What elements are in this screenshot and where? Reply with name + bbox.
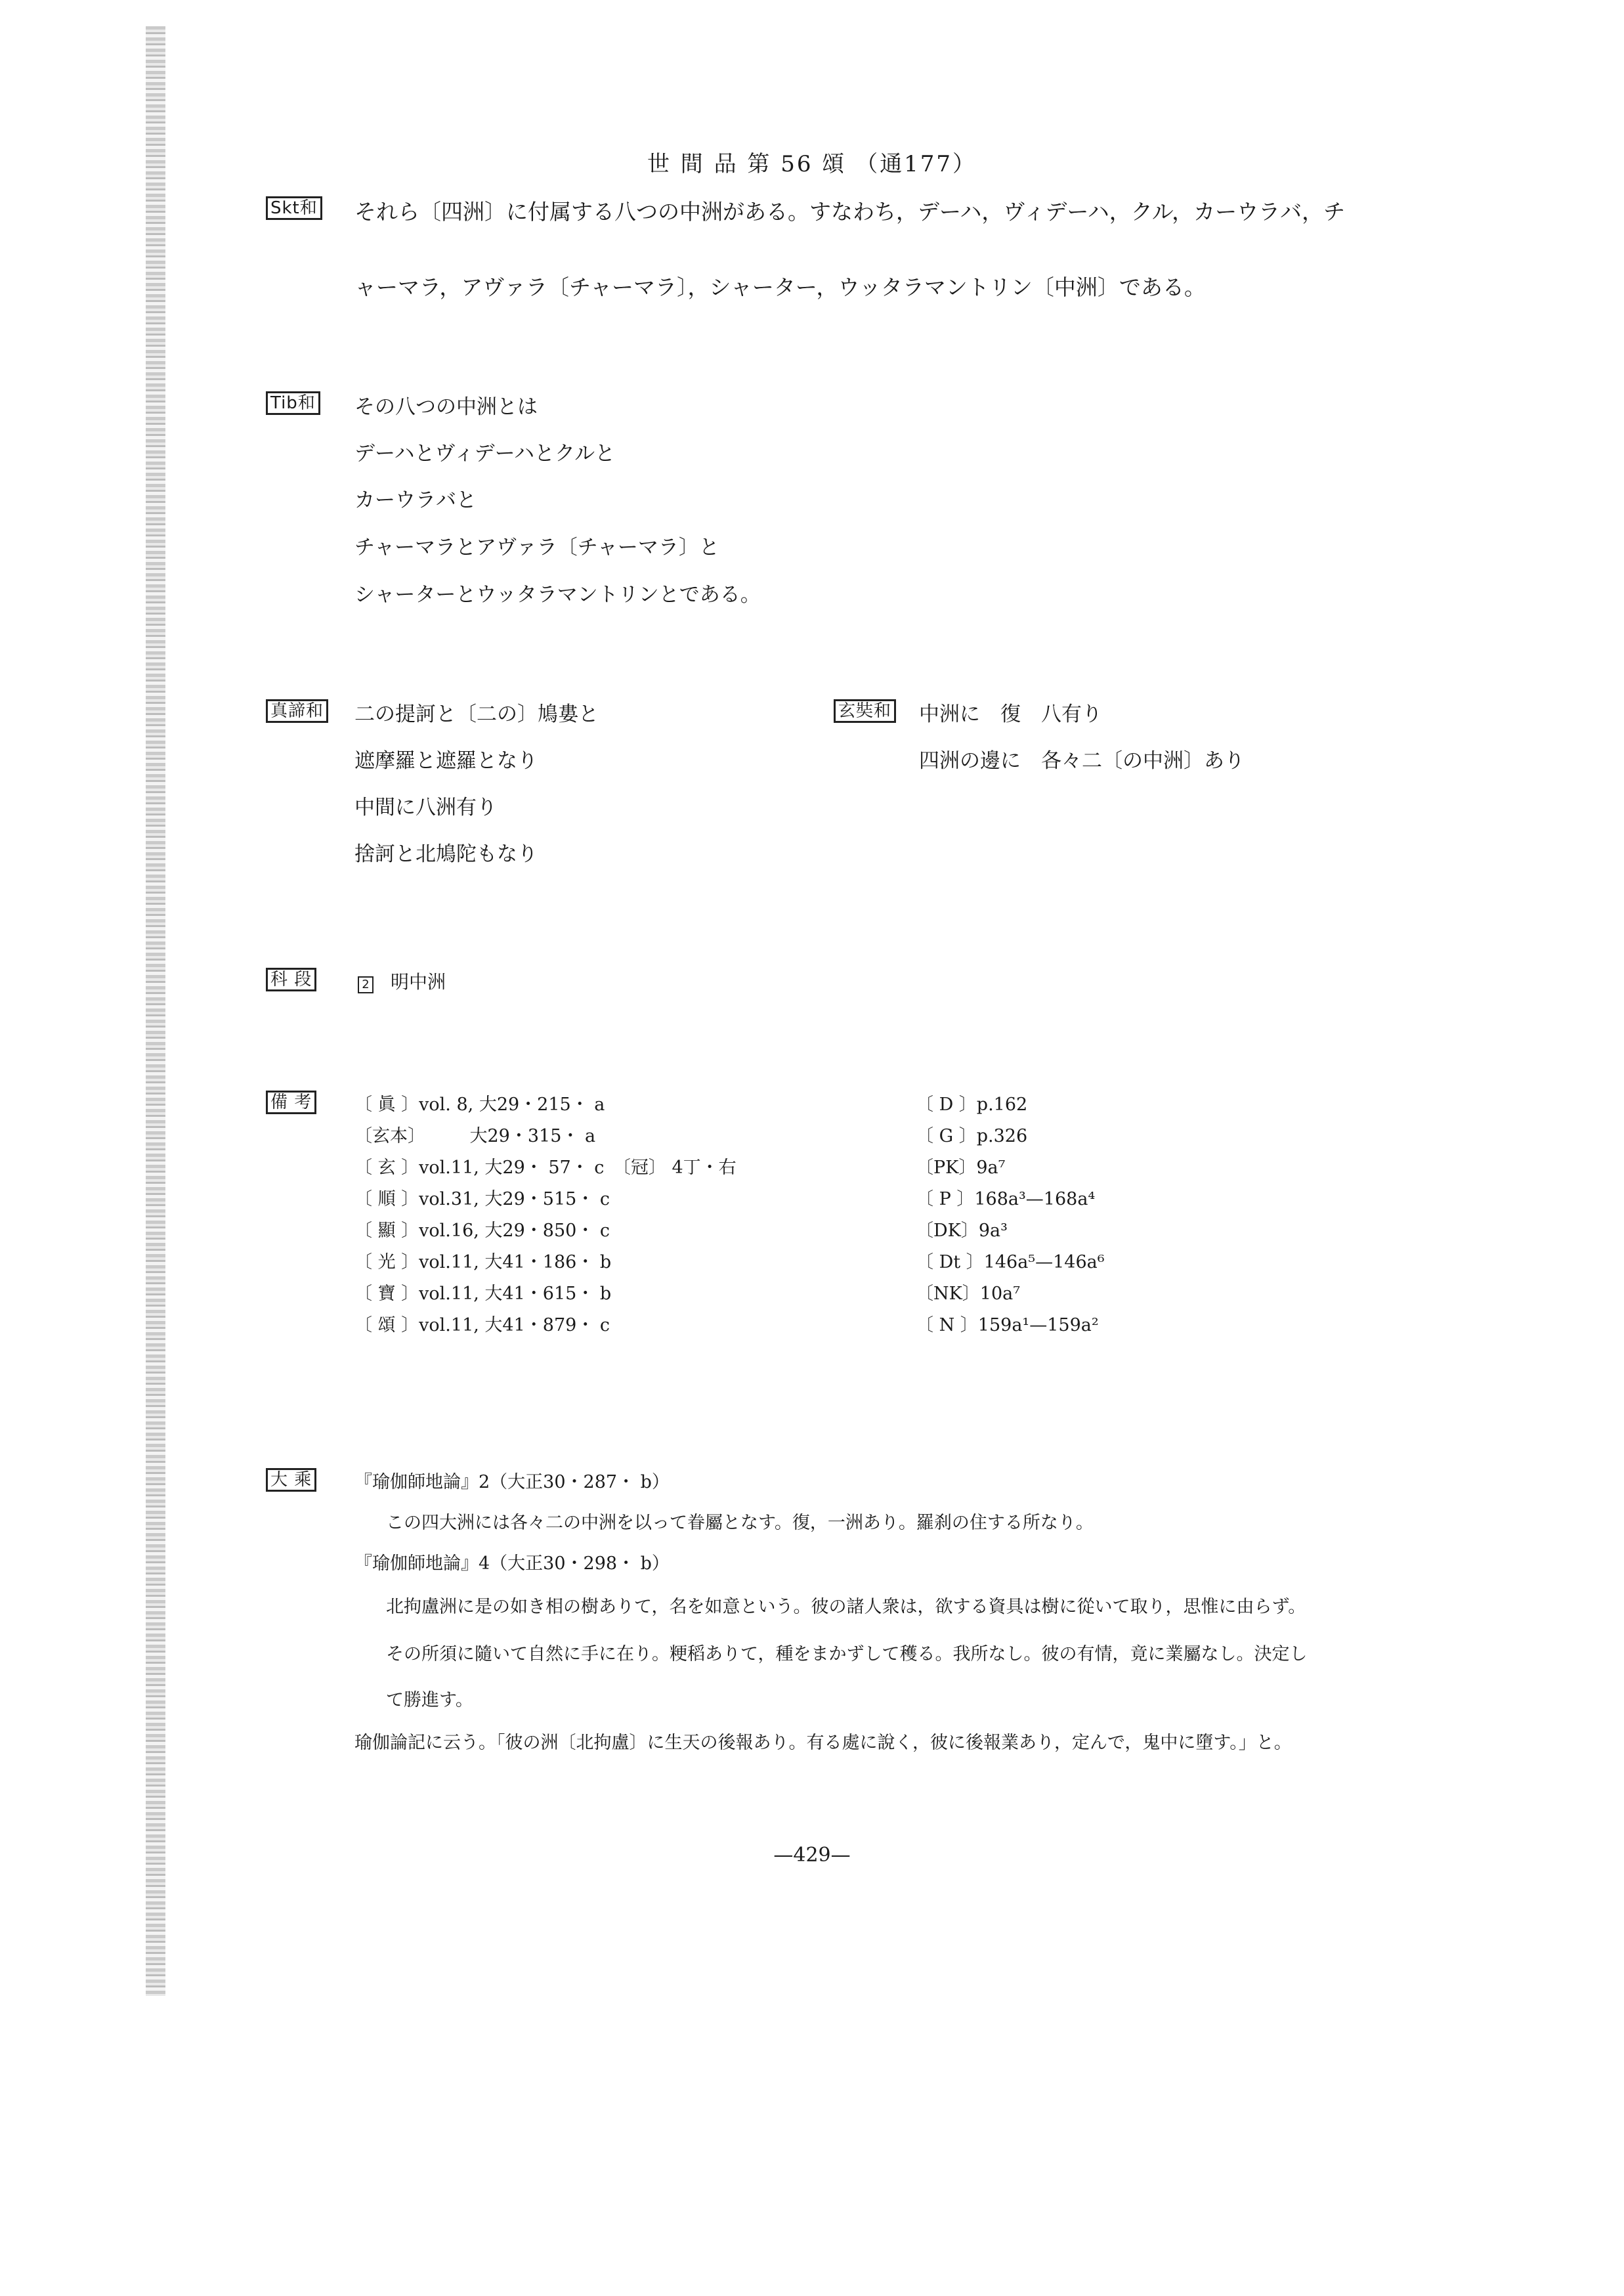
tib-line-1: その八つの中洲とは <box>354 395 538 419</box>
tag-tib: Tib和 <box>266 391 320 415</box>
biko-left-7: 〔 寶 〕vol.11, 大41・615・ b <box>354 1284 612 1304</box>
shintai-line-2: 遮摩羅と遮羅となり <box>354 749 538 773</box>
page-number: —429— <box>773 1844 851 1867</box>
biko-right-7: 〔NK〕10a⁷ <box>916 1284 1021 1304</box>
daijo-ref-2: 『瑜伽師地論』4（大正30・298・ b） <box>354 1553 670 1574</box>
biko-left-4: 〔 順 〕vol.31, 大29・515・ c <box>354 1189 610 1209</box>
shintai-line-1: 二の提訶と〔二の〕鳩婁と <box>354 703 599 726</box>
genjo-line-2: 四洲の邊に 各々二〔の中洲〕あり <box>919 749 1245 773</box>
daijo-quote-2-line-1: 北拘盧洲に是の如き相の樹ありて，名を如意という。彼の諸人衆は，欲する資具は樹に從いて取り，思惟に由らず。 <box>386 1597 1306 1617</box>
kadan-text: 明中洲 <box>391 971 446 993</box>
biko-left-2: 〔玄本〕 大29・315・ a <box>354 1126 596 1146</box>
scan-edge-shadow <box>146 26 165 1996</box>
page-title: 世 間 品 第 56 頌 （通177） <box>647 151 977 177</box>
biko-left-3: 〔 玄 〕vol.11, 大29・ 57・ c 〔冠〕 4丁・右 <box>354 1158 737 1178</box>
tib-line-3: カーウラバと <box>354 488 477 512</box>
tib-line-4: チャーマラとアヴァラ〔チャーマラ〕と <box>354 536 719 559</box>
biko-left-6: 〔 光 〕vol.11, 大41・186・ b <box>354 1252 612 1272</box>
tag-skt: Skt和 <box>266 196 322 220</box>
biko-right-2: 〔 G 〕p.326 <box>916 1126 1028 1146</box>
biko-left-1: 〔 眞 〕vol. 8, 大29・215・ a <box>354 1094 605 1115</box>
daijo-last-line: 瑜伽論記に云う。「彼の洲〔北拘盧〕に生天の後報あり。有る處に說く，彼に後報業あり，定んで，鬼中に墮す。」と。 <box>354 1733 1292 1753</box>
biko-right-1: 〔 D 〕p.162 <box>916 1094 1028 1115</box>
daijo-quote-2-line-2: その所須に隨いて自然に手に在り。粳稻ありて，種をまかずして穫る。我所なし。彼の有情，竟に業屬なし。決定し <box>386 1644 1308 1664</box>
biko-right-3: 〔PK〕9a⁷ <box>916 1158 1006 1178</box>
section-number-box: 2 <box>358 976 374 993</box>
genjo-line-1: 中洲に 復 八有り <box>919 703 1102 726</box>
kadan-line <box>358 968 446 994</box>
biko-left-8: 〔 頌 〕vol.11, 大41・879・ c <box>354 1315 610 1335</box>
biko-right-4: 〔 P 〕168a³—168a⁴ <box>916 1189 1096 1209</box>
skt-line-2: ャーマラ，アヴァラ〔チャーマラ〕，シャーター，ウッタラマントリン〔中洲〕である。 <box>354 274 1206 300</box>
tag-daijo: 大 乘 <box>266 1468 316 1492</box>
tag-biko: 備 考 <box>266 1091 316 1114</box>
biko-right-6: 〔 Dt 〕146a⁵—146a⁶ <box>916 1252 1105 1272</box>
tag-genjo: 玄奘和 <box>834 699 896 723</box>
tib-line-5: シャーターとウッタラマントリンとである。 <box>354 583 761 607</box>
tag-kadan: 科 段 <box>266 968 316 991</box>
biko-right-8: 〔 N 〕159a¹—159a² <box>916 1315 1099 1335</box>
daijo-quote-2-line-3: て勝進す。 <box>386 1690 473 1710</box>
shintai-line-4: 捨訶と北鳩陀もなり <box>354 842 538 866</box>
biko-left-5: 〔 顯 〕vol.16, 大29・850・ c <box>354 1221 610 1241</box>
tib-line-2: デーハとヴィデーハとクルと <box>354 442 616 466</box>
daijo-quote-1: この四大洲には各々二の中洲を以って眷屬となす。復，一洲あり。羅刹の住する所なり。 <box>386 1513 1094 1533</box>
skt-line-1: それら〔四洲〕に付属する八つの中洲がある。すなわち，デーハ，ヴィデーハ，クル，カーウラバ，チ <box>354 199 1346 225</box>
tag-shintai: 真諦和 <box>266 699 328 723</box>
biko-right-5: 〔DK〕9a³ <box>916 1221 1008 1241</box>
daijo-ref-1: 『瑜伽師地論』2（大正30・287・ b） <box>354 1472 670 1492</box>
shintai-line-3: 中間に八洲有り <box>354 796 497 819</box>
